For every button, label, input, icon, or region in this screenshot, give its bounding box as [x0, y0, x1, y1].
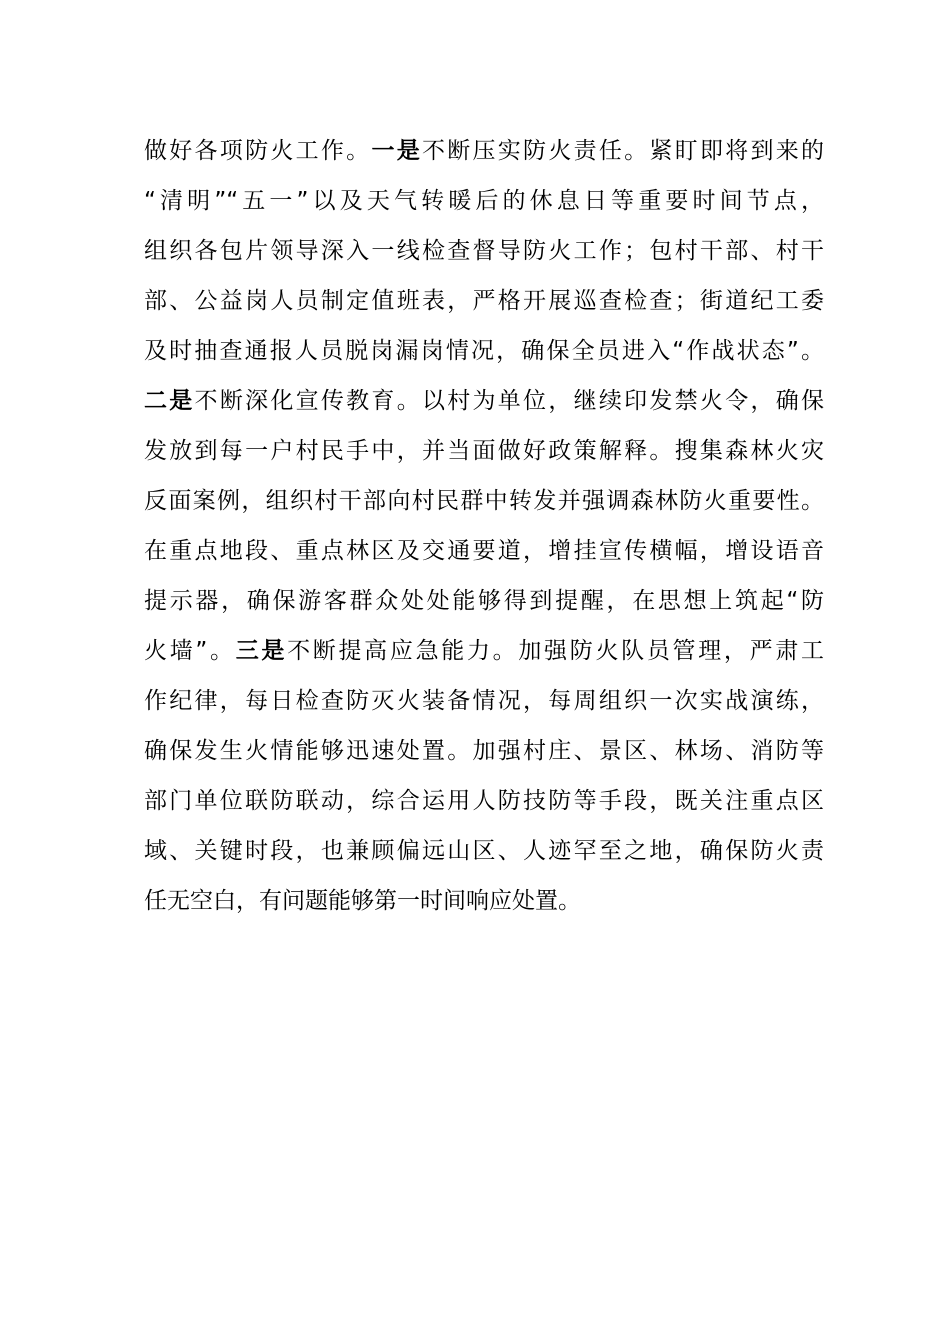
text-run: “清明”“五一”以及天气转暖后的休息日等重要时间节点，: [144, 188, 824, 214]
bold-heading-run: 二是: [144, 388, 195, 414]
text-run: 火墙”。: [144, 638, 236, 664]
text-run: 不断提高应急能力。加强防火队员管理，严肃工: [287, 638, 824, 664]
bold-heading-run: 一是: [371, 138, 422, 164]
text-line: [144, 376, 824, 426]
text-run: 不断压实防火责任。紧盯即将到来的: [421, 138, 825, 164]
text-line: [144, 676, 824, 726]
text-line: [144, 226, 824, 276]
text-line: [144, 426, 824, 476]
text-line: [144, 476, 824, 526]
text-run: 及时抽查通报人员脱岗漏岗情况，确保全员进入“作战状态”。: [144, 338, 824, 364]
text-line: [144, 176, 824, 226]
text-run: 作纪律，每日检查防灭火装备情况，每周组织一次实战演练，: [144, 688, 824, 714]
text-line: [144, 726, 824, 776]
text-run: 确保发生火情能够迅速处置。加强村庄、景区、林场、消防等: [144, 738, 824, 764]
text-line: [144, 276, 824, 326]
text-line: [144, 576, 824, 626]
text-line: [144, 526, 824, 576]
text-run: 部、公益岗人员制定值班表，严格开展巡查检查；街道纪工委: [144, 288, 824, 314]
text-run: 组织各包片领导深入一线检查督导防火工作；包村干部、村干: [144, 238, 824, 264]
text-run: 不断深化宣传教育。以村为单位，继续印发禁火令，确保: [194, 388, 825, 414]
text-run: 任无空白，有问题能够第一时间响应处置。: [144, 888, 581, 914]
text-line: [144, 826, 824, 876]
text-run: 发放到每一户村民手中，并当面做好政策解释。搜集森林火灾: [144, 438, 824, 464]
bold-heading-run: 三是: [235, 638, 288, 664]
text-line: [144, 776, 824, 826]
text-run: 做好各项防火工作。: [144, 138, 372, 164]
text-run: 反面案例，组织村干部向村民群中转发并强调森林防火重要性。: [144, 488, 824, 514]
text-run: 域、关键时段，也兼顾偏远山区、人迹罕至之地，确保防火责: [144, 838, 824, 864]
text-run: 提示器，确保游客群众处处能够得到提醒，在思想上筑起“防: [144, 588, 824, 614]
text-line: [144, 126, 824, 176]
text-run: 在重点地段、重点林区及交通要道，增挂宣传横幅，增设语音: [144, 538, 824, 564]
text-line: [144, 326, 824, 376]
document-body: [144, 126, 824, 926]
text-line-last: [144, 876, 824, 926]
text-run: 部门单位联防联动，综合运用人防技防等手段，既关注重点区: [144, 788, 824, 814]
text-line: [144, 626, 824, 676]
